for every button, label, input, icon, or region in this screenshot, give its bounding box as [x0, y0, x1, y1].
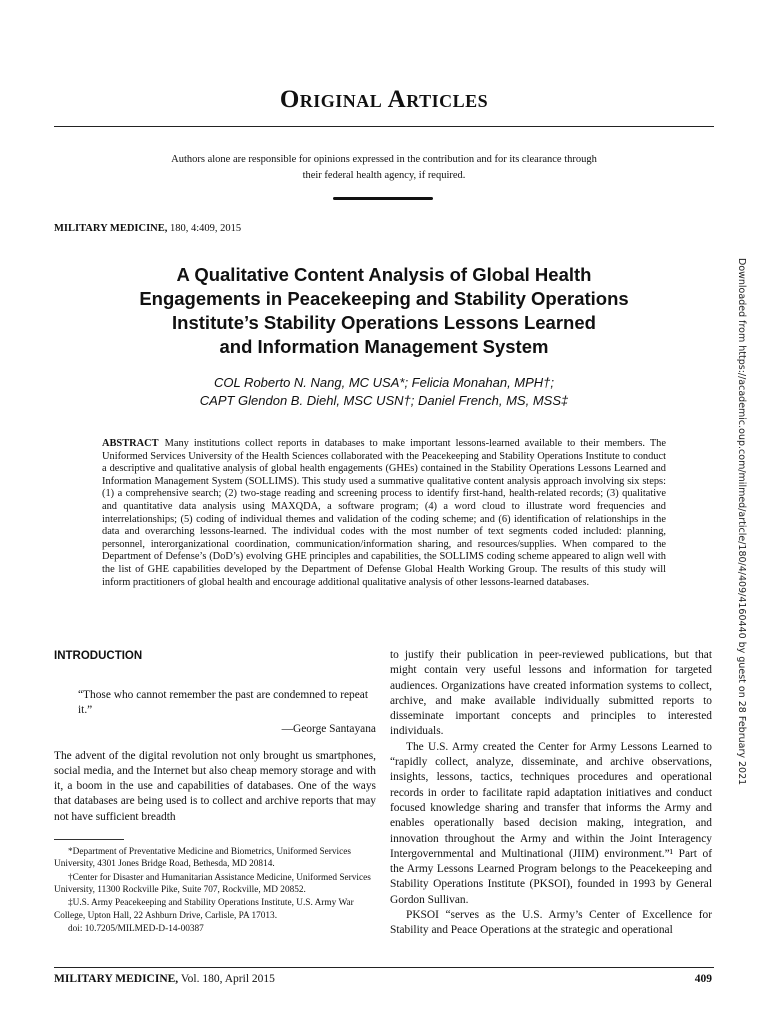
footer-journal: [54, 973, 275, 985]
title-line: Institute’s Stability Operations Lessons Learned: [172, 312, 596, 333]
download-notice-text: Downloaded from https://academic.oup.com/milmed/article/180/4/409/4160440 by guest on 28 February 2021: [736, 258, 747, 786]
body-paragraph: PKSOI “serves as the U.S. Army’s Center of Excellence for Stability and Peace Operations at the strategic and operational: [390, 909, 712, 937]
decorative-rule: [333, 197, 433, 200]
body-paragraph: The U.S. Army created the Center for Army Lessons Learned to “rapidly collect, analyze, disseminate, and archive observations, insights, lessons, tactics, techniques procedures and operational records in order to facilitate rapid adaptation initiatives and conduct focused knowledge sharing and transfer that informs the Army and enables operationally based decision making, integration, and innovation throughout the Army and within the Joint Interagency Intergovernmental and Multinational (JIIM) environment.”¹ Part of the Army Lessons Learned Program belongs to the Peacekeeping and Stability Operations Institute (PKSOI), founded in 1993 by General Gordon Sullivan.: [390, 740, 712, 906]
left-column: [54, 648, 376, 936]
epigraph-attribution: —George Santayana: [281, 722, 376, 735]
disclaimer-line-1: Authors alone are responsible for opinions expressed in the contribution and for its clearance through: [171, 154, 597, 165]
footer-issue: Vol. 180, April 2015: [178, 973, 275, 985]
footnote: *Department of Preventative Medicine and Biometrics, Uniformed Services University, 4301 Jones Bridge Road, Bethesda, MD 20814.: [54, 847, 351, 870]
abstract-text: Many institutions collect reports in databases to make important lessons-learned available to their members. The Uniformed Services University of the Health Sciences collaborated with the Peacekeeping and Stability Operations Institute to conduct a descriptive and qualitative analysis of global health engagements (GHEs) contained in the Stability Operations Lessons Learned and Information Management System (SOLLIMS). This study used a summative qualitative content analysis approach involving six steps: (1) a comprehensive search; (2) two-stage reading and screening process to identify first-hand, health-related records; (3) qualitative and quantitative data analysis using MAXQDA, a software program; (4) a word cloud to illustrate word frequencies and interrelationships; (5) coding of individual themes and validation of the coding scheme; and (6) identification of relationships in the data and overarching lessons-learned. The individual codes with the most number of text segments coded included: planning, personnel, interorganizational coordination, communication/information sharing, and resources/supplies. When compared to the Department of Defense’s (DoD’s) evolving GHE principles and capabilities, the SOLLIMS coding scheme appeared to align well with the list of GHE capabilities developed by the Department of Defense Global Health Working Group. The results of this study will inform practitioners of global health and encourage additional qualitative analysis of other lessons-learned databases.: [102, 438, 666, 588]
footnote-rule: [54, 839, 124, 840]
abstract: [102, 438, 666, 589]
citation-journal: MILITARY MEDICINE,: [54, 223, 168, 234]
disclaimer-line-2: their federal health agency, if required.: [302, 170, 466, 181]
authors-line-2: CAPT Glendon B. Diehl, MSC USN†; Daniel French, MS, MSS‡: [199, 393, 569, 408]
footnotes: [54, 846, 376, 935]
authors-line-1: COL Roberto N. Nang, MC USA*; Felicia Monahan, MPH†;: [213, 375, 555, 390]
introduction-heading: INTRODUCTION: [54, 650, 143, 662]
body-paragraph: The advent of the digital revolution not only brought us smartphones, social media, and the Internet but also cheap memory storage and with it, a boom in the use and capabilities of databases. One of the ways that databases are being used is to collect and archive reports that may not have sufficient breadth: [54, 749, 376, 823]
title-line: Engagements in Peacekeeping and Stability Operations: [139, 288, 629, 309]
citation: [54, 223, 241, 234]
abstract-label: ABSTRACT: [102, 438, 159, 449]
doi-footnote: doi: 10.7205/MILMED-D-14-00387: [68, 923, 204, 934]
body-paragraph: to justify their publication in peer-reviewed publications, but that might contain very useful lessons and information for targeted audiences. Organizations have created information systems to collect, archive, and make available individually submitted reports to disseminate important concepts and principles to interested individuals.: [390, 649, 712, 738]
epigraph-quote: “Those who cannot remember the past are condemned to repeat it.”: [78, 689, 369, 717]
right-column: [390, 648, 712, 939]
disclaimer: [140, 152, 628, 184]
title-line: A Qualitative Content Analysis of Global Health: [176, 264, 592, 285]
header-rule: [54, 126, 714, 127]
footnote: †Center for Disaster and Humanitarian Assistance Medicine, Uniformed Services University, 11300 Rockville Pike, Suite 707, Rockville, MD 20852.: [54, 872, 371, 895]
citation-ref: 180, 4:409, 2015: [167, 223, 242, 234]
author-list: [60, 374, 708, 410]
article-title: [60, 263, 708, 359]
download-notice: [735, 258, 749, 786]
footer-journal-name: MILITARY MEDICINE,: [54, 973, 179, 985]
section-heading: Original Articles: [279, 86, 489, 113]
title-line: and Information Management System: [219, 336, 549, 357]
footnote: ‡U.S. Army Peacekeeping and Stability Operations Institute, U.S. Army War College, Upton Hall, 22 Ashburn Drive, Carlisle, PA 17013.: [54, 898, 354, 921]
page-number: 409: [694, 973, 712, 985]
footer-rule: [54, 967, 714, 968]
